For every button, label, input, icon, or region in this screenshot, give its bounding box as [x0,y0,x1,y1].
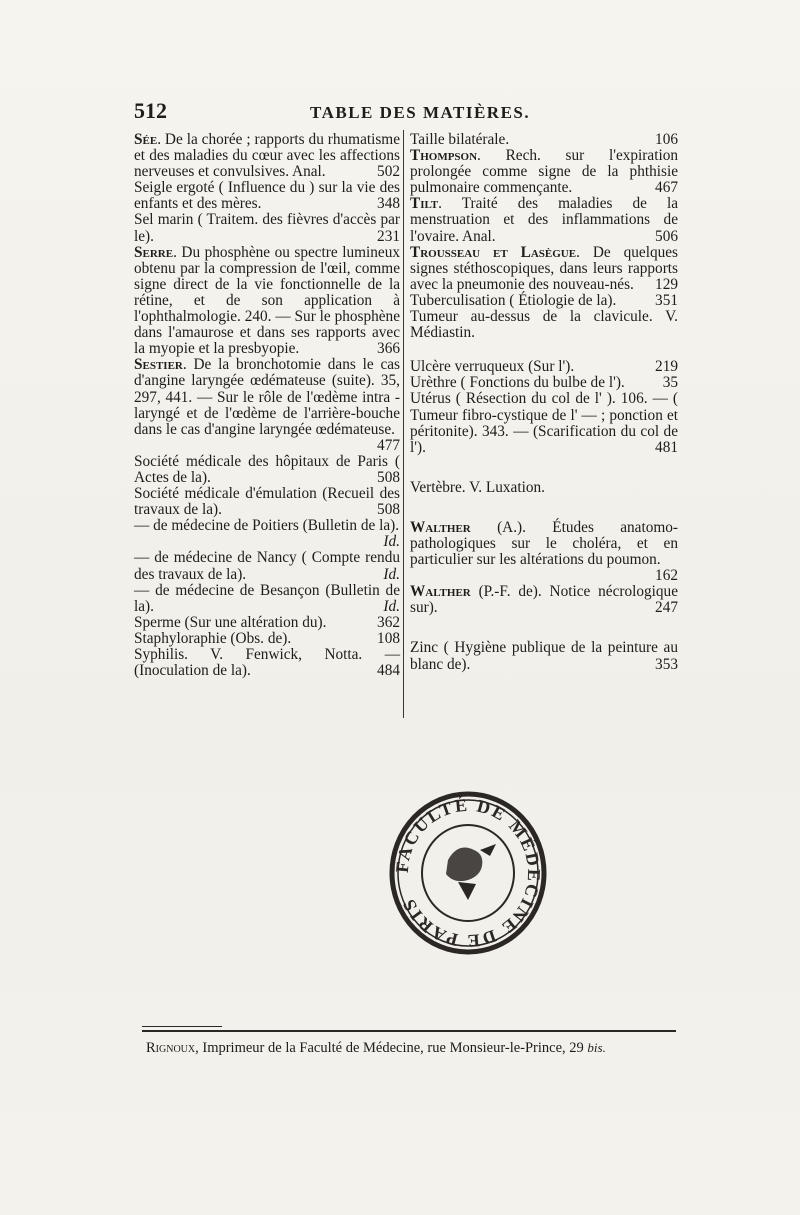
library-stamp [388,790,548,956]
index-entry: — de médecine de Poitiers (Bulletin de la). Id. [134,517,400,551]
page-ref: 502 [377,163,400,181]
page-ref: Id. [383,597,400,615]
index-entry: Zinc ( Hygiène publique de la peinture au blanc de). 353 [410,639,678,673]
index-entry: Walther (P.-F. de). Notice nécrologique sur). 247 [410,583,678,617]
index-entry: Société médicale des hôpitaux de Paris ( Actes de la). 508 [134,452,400,486]
page-ref: 477 [377,436,400,454]
page-ref: 231 [377,227,400,245]
stamp-emblem-icon [446,844,496,900]
index-column-right [410,132,678,673]
printer-name: Rignoux [146,1040,196,1056]
footer-rule [142,1030,676,1032]
page-ref: Id. [383,565,400,583]
page-ref: 467 [655,179,678,197]
index-entry: Vertèbre. V. Luxation. [410,478,545,496]
page-ref: 35 [662,374,678,392]
page-header [134,98,680,128]
index-entry: Ulcère verruqueux (Sur l'). 219 [410,358,678,376]
page-ref: 484 [377,662,400,680]
page-ref: 219 [655,358,678,376]
page-ref: 353 [655,655,678,673]
stamp-text: FACULTÉ DE MÉDECINE DE PARIS [391,794,545,952]
page-ref: 108 [377,629,400,647]
page-ref: 481 [655,438,678,456]
index-entry: Taille bilatérale. 106 [410,131,678,148]
column-divider [403,130,404,718]
page-ref: 366 [377,340,400,358]
footer-rule-short [142,1026,222,1027]
page-ref: 106 [655,131,678,148]
page-ref: 362 [377,613,400,631]
index-column-left [134,132,400,679]
page-ref: 348 [377,195,400,213]
index-entry: — de médecine de Nancy ( Compte rendu des travaux de la). Id. [134,549,400,583]
index-entry: Utérus ( Résection du col de l' ). 106. — ( Tumeur fibro-cystique de l' — ; ponction et péritonite). 343. — (Scarification du col de l'). 481 [410,390,678,456]
index-entry: Serre. Du phosphène ou spectre lumineux obtenu par la compression de l'œil, comme signe direct de la vie fonctionnelle de la rétine, et de son application à l'ophthalmologie. 240. — Sur le phosphène dans l'amaurose et dans ses rapports avec la myopie et la presbyopie. 366 [134,243,400,358]
page-number: 512 [134,98,167,123]
page-ref: 508 [377,501,400,519]
index-entry: Trousseau et Lasègue. De quelques signes stéthoscopiques, dans leurs rapports avec la pneumonie des nouveau-nés. 129 [410,243,678,293]
index-entry: Sel marin ( Traitem. des fièvres d'accès par le). 231 [134,211,400,245]
index-entry: Tumeur au-dessus de la clavicule. V. Médiastin. [410,308,678,342]
index-entry: Walther (A.). Études anatomo-pathologiques sur le choléra, et en particulier sur les altérations du poumon. 162 [410,518,678,585]
page-ref: 508 [377,468,400,486]
page-ref: 162 [655,567,678,585]
index-entry: Sestier. De la bronchotomie dans le cas d'angine laryngée œdémateuse (suite). 35, 297, 441. — Sur le rôle de l'œdème intra - laryngé et de l'œdème de l'arrière-bouche dans le cas d'angine laryngée œdémateuse. 477 [134,356,400,454]
index-entry: — de médecine de Besançon (Bulletin de la). Id. [134,581,400,615]
page-ref: 506 [655,227,678,245]
index-entry: Sperme (Sur une altération du). 362 [134,613,400,631]
index-entry: Tilt. Traité des maladies de la menstruation et des inflammations de l'ovaire. Anal. 506 [410,195,678,245]
index-entry: Urèthre ( Fonctions du bulbe de l'). 35 [410,374,678,392]
printer-imprint: Rignoux, Imprimeur de la Faculté de Médecine, rue Monsieur-le-Prince, 29 bis. [146,1040,606,1056]
page-ref: Id. [383,533,400,551]
index-entry: Sée. De la chorée ; rapports du rhumatisme et des maladies du cœur avec les affections nerveuses et convulsives. Anal. 502 [134,131,400,181]
index-entry: Société médicale d'émulation (Recueil des travaux de la). 508 [134,485,400,519]
index-entry: Thompson. Rech. sur l'expiration prolongée comme signe de la phthisie pulmonaire commençante. 467 [410,147,678,197]
page-ref: 129 [655,275,678,293]
running-title: TABLE DES MATIÈRES. [310,103,531,122]
index-entry: Staphyloraphie (Obs. de). 108 [134,629,400,647]
page-ref: 351 [655,291,678,309]
index-entry: Seigle ergoté ( Influence du ) sur la vie des enfants et des mères. 348 [134,179,400,213]
index-entry: Tuberculisation ( Étiologie de la). 351 [410,291,678,309]
index-entry: Syphilis. V. Fenwick, Notta. — (Inoculation de la). 484 [134,646,400,680]
page-ref: 247 [655,599,678,617]
